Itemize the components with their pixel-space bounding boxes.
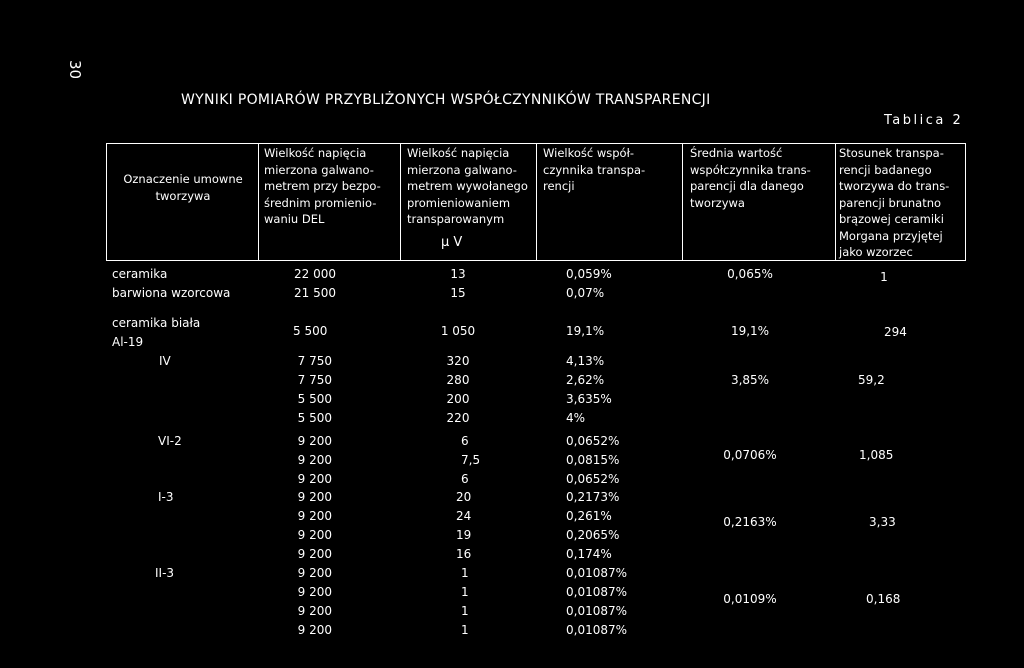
unit-label: μ V (441, 235, 463, 250)
row-material-name: IV (159, 354, 171, 368)
row-direct-voltage: 22 000 21 500 (294, 267, 336, 300)
column-divider (400, 143, 401, 260)
row-coefficient: 0,01087% 0,01087% 0,01087% 0,01087% (566, 566, 628, 637)
column-divider (258, 143, 259, 260)
row-average: 3,85% (730, 373, 770, 387)
header-coefficient: Wielkość współ- czynnika transpa- rencji (543, 146, 646, 193)
column-divider (965, 143, 966, 260)
row-material-name: ceramika biała Al-19 (112, 316, 201, 349)
row-coefficient: 4,13% 2,62% 3,635% 4% (566, 354, 612, 425)
row-ratio: 1,085 (859, 448, 894, 462)
header-transmitted-voltage: Wielkość napięcia mierzona galwano- metrem wywołanego promieniowaniem transparowanym (407, 146, 528, 226)
row-average: 0,065% (727, 267, 773, 281)
row-direct-voltage: 5 500 (293, 324, 328, 338)
column-divider (835, 143, 836, 260)
header-direct-voltage: Wielkość napięcia mierzona galwano- metrem przy bezpo- średnim promienio- waniu DEL (264, 146, 381, 226)
row-ratio: 294 (884, 325, 907, 339)
header-average: Średnia wartość współczynnika trans- parencji dla danego tworzywa (690, 146, 811, 210)
row-material-name: II-3 (155, 566, 175, 580)
row-average: 19,1% (730, 324, 770, 338)
row-ratio: 59,2 (858, 373, 885, 387)
row-direct-voltage: 9 200 9 200 9 200 (297, 434, 332, 486)
row-ratio: 3,33 (869, 515, 896, 529)
table-label: Tablica 2 (884, 113, 964, 128)
header-ratio: Stosunek transpa- rencji badanego tworzywa do trans- parencji brunatno brązowej ceramiki Morgana przyjętej jako wzorzec (839, 146, 950, 259)
page-title: WYNIKI POMIARÓW PRZYBLIŻONYCH WSPÓŁCZYNNIKÓW TRANSPARENCJI (181, 92, 711, 108)
header-material: Oznaczenie umowne tworzywa (123, 172, 243, 203)
row-average: 0,2163% (723, 515, 777, 529)
page-number: 30 (66, 60, 84, 80)
row-transmitted-voltage: 13 15 (450, 267, 466, 300)
row-transmitted-voltage: 20 24 19 16 (456, 490, 472, 561)
row-average: 0,0706% (723, 448, 777, 462)
header-bottom-border (106, 260, 966, 261)
row-transmitted-voltage: 1 050 (440, 324, 476, 338)
row-transmitted-voltage: 320 280 200 220 (446, 354, 470, 425)
row-coefficient: 0,0652% 0,0815% 0,0652% (566, 434, 620, 486)
row-transmitted-voltage: 6 7,5 6 (461, 434, 481, 486)
column-divider (682, 143, 683, 260)
row-transmitted-voltage: 1 1 1 1 (461, 566, 469, 637)
row-material-name: I-3 (158, 490, 174, 504)
row-ratio: 0,168 (866, 592, 901, 606)
row-material-name: ceramika barwiona wzorcowa (112, 267, 231, 300)
row-average: 0,0109% (723, 592, 777, 606)
row-ratio: 1 (880, 270, 888, 284)
row-coefficient: 19,1% (566, 324, 605, 338)
row-coefficient: 0,059% 0,07% (566, 267, 612, 300)
row-material-name: VI-2 (158, 434, 182, 448)
row-direct-voltage: 9 200 9 200 9 200 9 200 (297, 490, 332, 561)
column-divider (106, 143, 107, 260)
row-direct-voltage: 9 200 9 200 9 200 9 200 (297, 566, 332, 637)
row-direct-voltage: 7 750 7 750 5 500 5 500 (297, 354, 332, 425)
column-divider (536, 143, 537, 260)
row-coefficient: 0,2173% 0,261% 0,2065% 0,174% (566, 490, 620, 561)
